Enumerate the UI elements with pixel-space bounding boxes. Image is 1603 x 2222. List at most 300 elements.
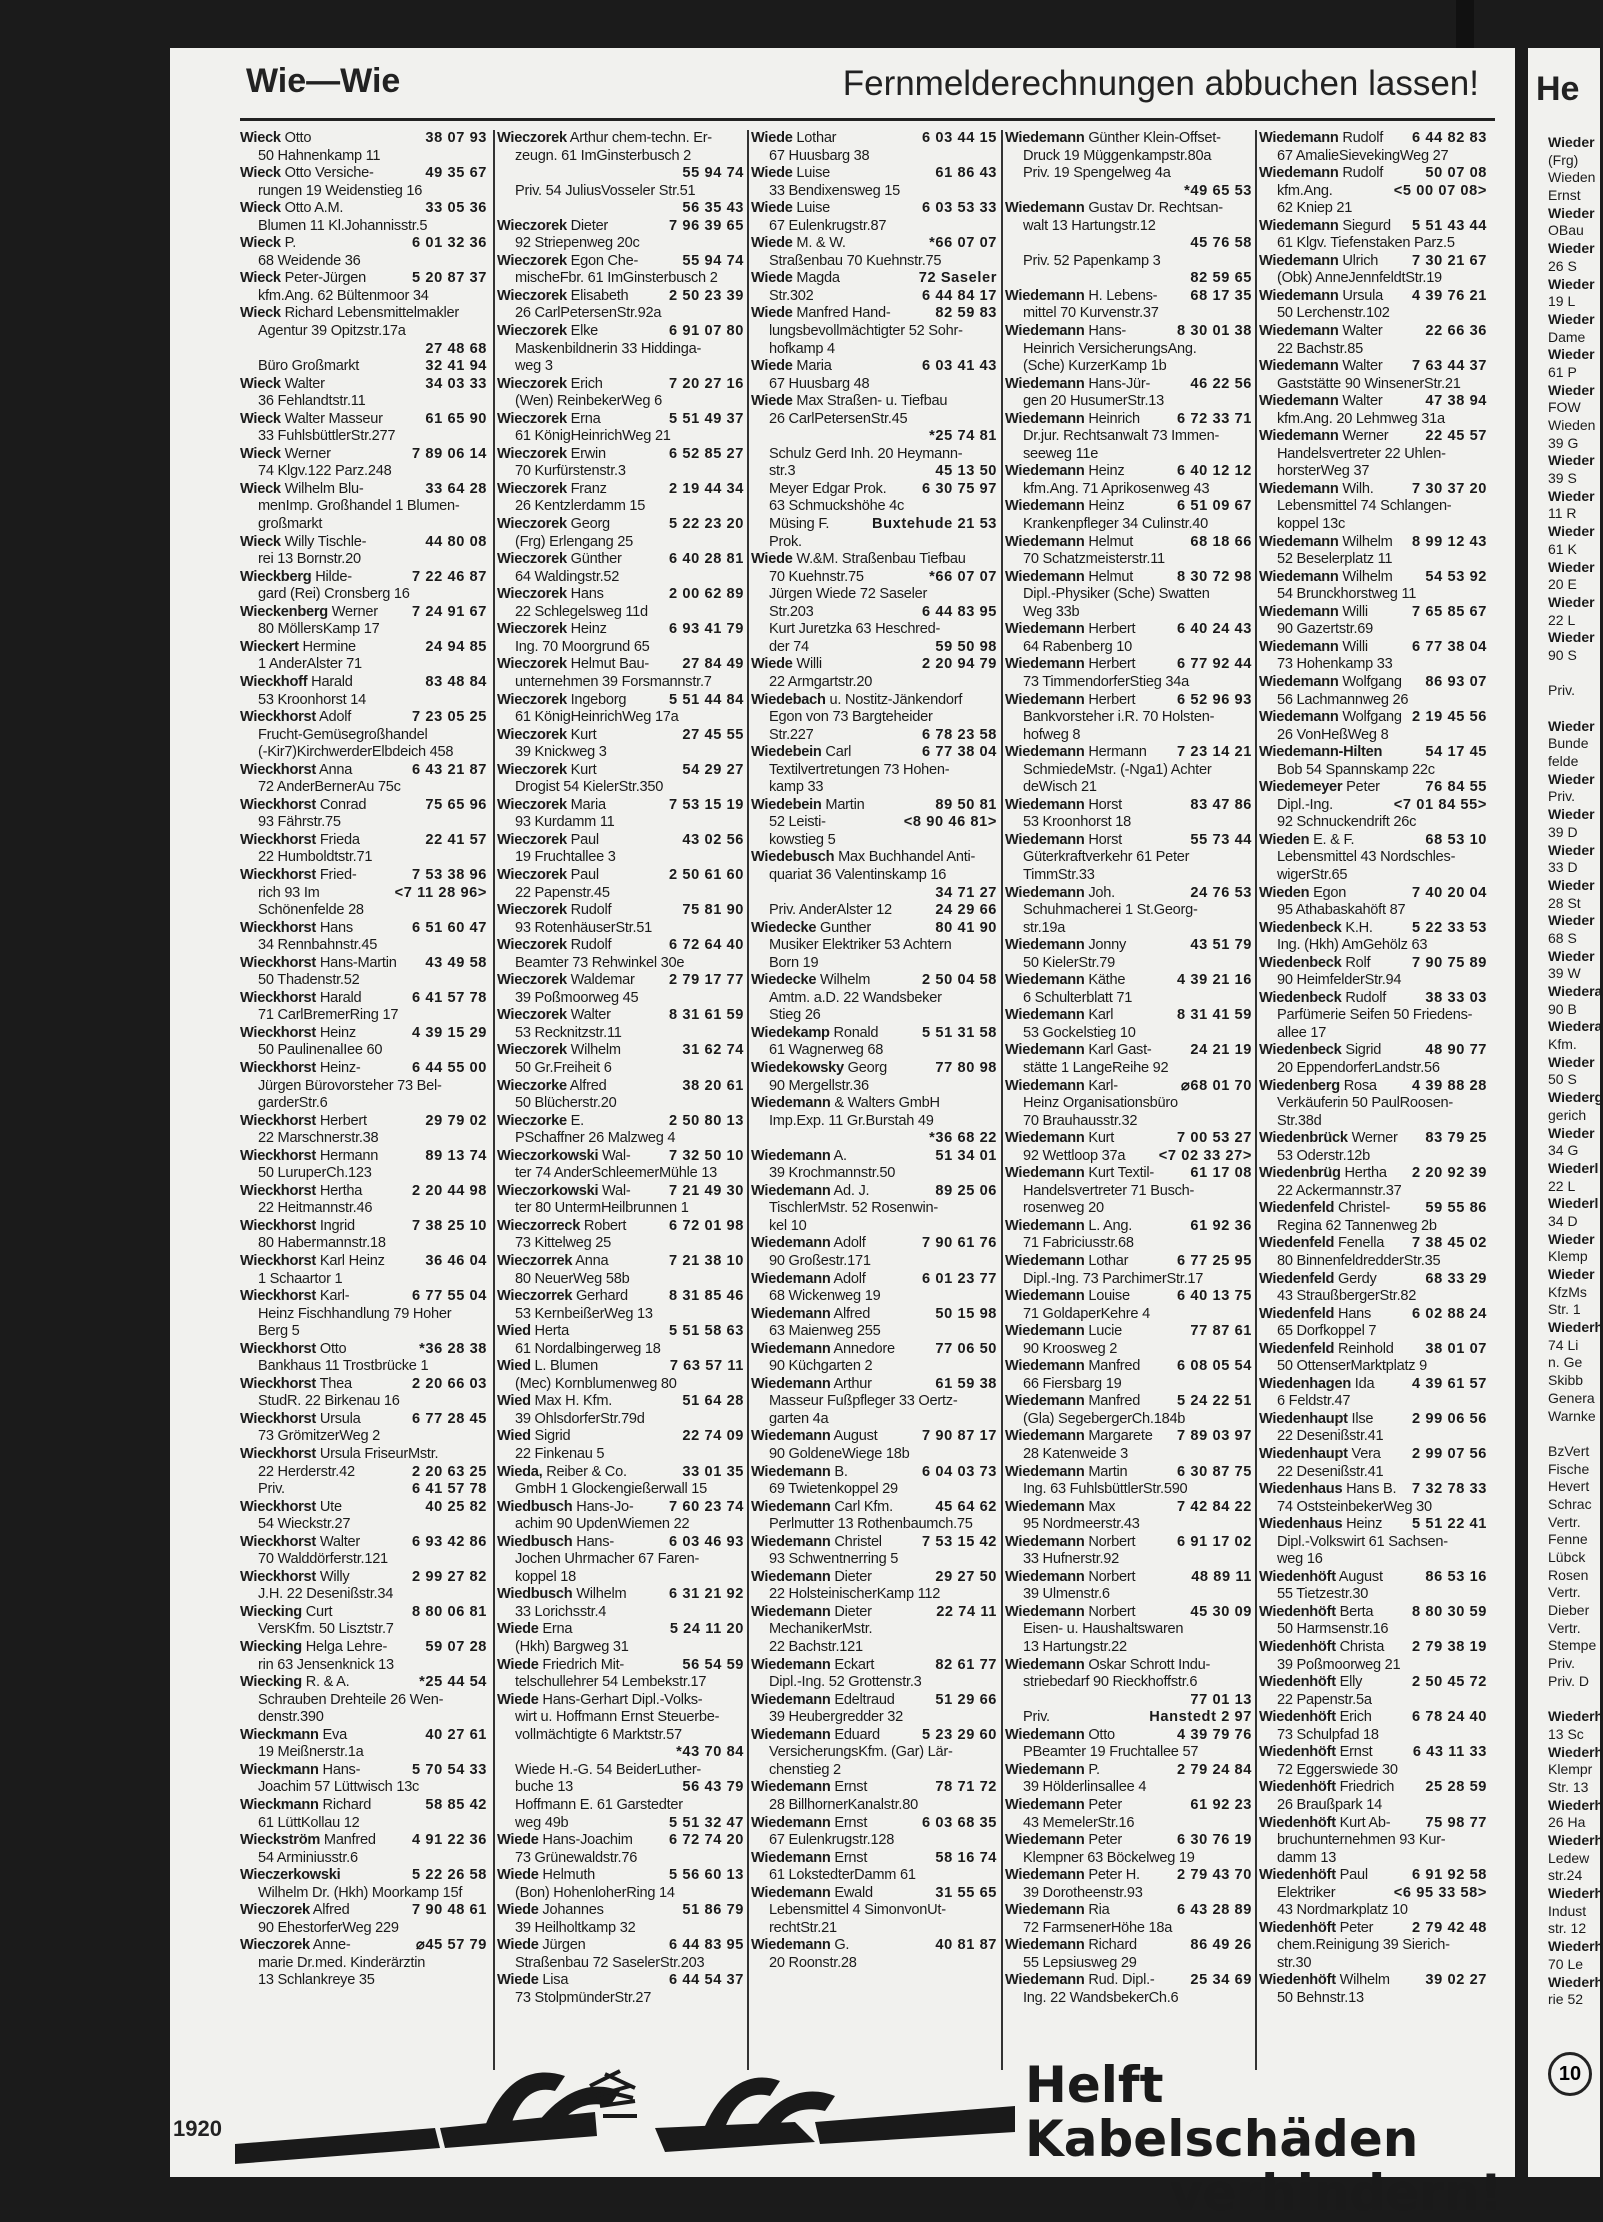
listing-text: hofweg 8 xyxy=(1023,726,1081,743)
listing-continuation xyxy=(1259,1990,1487,2008)
listing-text: Wieczorek Heinz xyxy=(497,621,607,638)
listing-entry xyxy=(240,1183,487,1201)
listing-text: (Sche) KurzerKamp 1b xyxy=(1023,358,1167,375)
phone-number: 50 15 98 xyxy=(935,1305,997,1322)
listing-text: 43 StraußbergerStr.82 xyxy=(1277,1288,1417,1305)
listing-text: Wieczorek Wilhelm xyxy=(497,1042,621,1059)
phone-number: 89 13 74 xyxy=(425,1147,487,1164)
listing-text: 74 OststeinbekerWeg 30 xyxy=(1277,1498,1432,1515)
phone-number: 6 91 07 80 xyxy=(669,323,744,340)
phone-number: 2 79 42 48 xyxy=(1412,1919,1487,1936)
phone-number: 45 64 62 xyxy=(935,1498,997,1515)
listing-continuation xyxy=(497,639,744,657)
adjacent-page-line: Indust xyxy=(1548,1902,1587,1919)
listing-continuation xyxy=(497,1025,744,1043)
listing-text: koppel 18 xyxy=(515,1568,577,1585)
surname: Wiedemann xyxy=(1005,463,1085,480)
phone-number: 6 43 11 33 xyxy=(1412,1744,1487,1761)
surname: Wiedemann xyxy=(1005,533,1085,550)
phone-number: 5 51 44 84 xyxy=(669,691,744,708)
listing-continuation xyxy=(1259,1113,1487,1131)
listing-text: Wiede Manfred Hand- xyxy=(751,305,891,322)
listing-text: MechanikerMstr. xyxy=(769,1621,873,1638)
phone-number: 2 79 24 84 xyxy=(1177,1761,1252,1778)
surname: Wieckhorst xyxy=(240,1024,317,1041)
surname: Wiedenhöft xyxy=(1259,1709,1336,1726)
listing-entry xyxy=(1259,218,1487,236)
listing-continuation xyxy=(497,1709,744,1727)
phone-number: 5 22 23 20 xyxy=(669,516,744,533)
phone-number: 5 56 60 13 xyxy=(669,1867,744,1884)
listing-text: 70 Kuehnstr.75 xyxy=(769,568,864,585)
listing-entry xyxy=(1005,1078,1252,1096)
surname: Wiedemann xyxy=(1005,1656,1085,1673)
listing-text: 72 AnderBernerAu 75c xyxy=(258,779,401,796)
listing-text: Wieczorek Erwin xyxy=(497,445,606,462)
adjacent-page-line: Schrac xyxy=(1548,1495,1592,1512)
phone-number: 6 40 28 81 xyxy=(669,551,744,568)
listing-entry xyxy=(497,323,744,341)
listing-continuation xyxy=(497,990,744,1008)
listing-continuation xyxy=(240,1165,487,1183)
listing-text: 92 Wettloop 37a xyxy=(1023,1147,1126,1164)
phone-number: 61 59 38 xyxy=(935,1375,997,1392)
adjacent-page-line: Wiedera xyxy=(1548,983,1603,999)
listing-entry xyxy=(1005,1393,1252,1411)
listing-continuation xyxy=(751,1165,997,1183)
listing-entry xyxy=(1259,1376,1487,1394)
listing-text: Priv. AnderAlster 12 xyxy=(769,902,892,919)
listing-continuation xyxy=(1259,463,1487,481)
listing-continuation xyxy=(751,1867,997,1885)
listing-entry xyxy=(751,165,997,183)
listing-continuation xyxy=(751,1218,997,1236)
listing-text: Wieckhorst Ursula FriseurMstr. xyxy=(240,1446,439,1463)
listing-text: Wieckhorst Thea xyxy=(240,1375,352,1392)
surname: Wiedenhöft xyxy=(1259,1744,1336,1761)
listing-continuation xyxy=(240,463,487,481)
listing-entry xyxy=(240,1867,487,1885)
listing-entry xyxy=(240,1762,487,1780)
listing-text: 67 AmalieSievekingWeg 27 xyxy=(1277,147,1449,164)
phone-number: 2 50 45 72 xyxy=(1412,1674,1487,1691)
surname: Wiedemann xyxy=(751,1779,831,1796)
phone-number: 6 01 32 36 xyxy=(412,235,487,252)
phone-number: 2 99 07 56 xyxy=(1412,1446,1487,1463)
surname: Wiedemann xyxy=(1005,1217,1085,1234)
listing-entry xyxy=(1005,1165,1252,1183)
surname: Wiedemann xyxy=(1259,323,1339,340)
listing-text: 73 Hohenkamp 33 xyxy=(1277,656,1393,673)
phone-number: 51 64 28 xyxy=(682,1393,744,1410)
listing-continuation xyxy=(1005,1095,1252,1113)
surname: Wieczorek xyxy=(497,726,567,743)
listing-continuation xyxy=(240,849,487,867)
listing-text: 63 Maienweg 255 xyxy=(769,1323,881,1340)
surname: Wiedemann xyxy=(1259,568,1339,585)
listing-continuation xyxy=(240,1428,487,1446)
listing-text: Wiedemann Ewald xyxy=(751,1884,873,1901)
listing-continuation xyxy=(1005,955,1252,973)
listing-continuation xyxy=(751,709,997,727)
listing-continuation xyxy=(1259,727,1487,745)
phone-number: 7 32 50 10 xyxy=(669,1147,744,1164)
listing-entry xyxy=(1005,463,1252,481)
listing-text: stätte 1 LangeReihe 92 xyxy=(1023,1059,1169,1076)
listing-entry xyxy=(497,656,744,674)
listing-text: GmbH 1 Glockengießerwall 15 xyxy=(515,1481,707,1498)
phone-number: 6 77 55 04 xyxy=(412,1288,487,1305)
listing-text: mischeFbr. 61 ImGinsterbusch 2 xyxy=(515,270,718,287)
listing-entry xyxy=(751,1692,997,1710)
listing-continuation xyxy=(240,253,487,271)
listing-text: Dipl.-Ing. xyxy=(1277,796,1333,813)
surname: Wiede xyxy=(751,130,793,146)
listing-continuation xyxy=(1259,270,1487,288)
adjacent-page-line: OBau xyxy=(1548,222,1584,239)
listing-text: Wiedemann Max xyxy=(1005,1498,1116,1515)
listing-continuation xyxy=(751,1078,997,1096)
listing-continuation xyxy=(1259,621,1487,639)
listing-text: Wiedenbeck Rolf xyxy=(1259,954,1371,971)
phone-number: 22 74 09 xyxy=(682,1428,744,1445)
surname: Wiedemann xyxy=(1005,1726,1085,1743)
surname: Wiedenbeck xyxy=(1259,919,1342,936)
surname: Wiedemann xyxy=(1005,1867,1085,1884)
listing-entry xyxy=(1005,1937,1252,1955)
listing-text: 22 Humboldtstr.71 xyxy=(258,849,373,866)
listing-entry xyxy=(240,709,487,727)
listing-text: Wiecking Helga Lehre- xyxy=(240,1639,388,1656)
listing-text: Wiedenhöft Erich xyxy=(1259,1709,1372,1726)
surname: Wiede xyxy=(751,393,793,410)
listing-entry xyxy=(1259,1235,1487,1253)
listing-text: kamp 33 xyxy=(769,779,824,796)
listing-entry xyxy=(497,1393,744,1411)
listing-entry xyxy=(1005,1464,1252,1482)
listing-entry xyxy=(497,1078,744,1096)
listing-continuation xyxy=(497,1639,744,1657)
surname: Wiedemann xyxy=(751,1235,831,1252)
listing-continuation xyxy=(497,1955,744,1973)
surname: Wied xyxy=(497,1428,531,1445)
surname: Wiedemann xyxy=(1005,323,1085,340)
listing-text: Wiedemann Horst xyxy=(1005,796,1122,813)
listing-entry xyxy=(240,1569,487,1587)
listing-text: 64 Waldingstr.52 xyxy=(515,568,620,585)
listing-text: lungsbevollmächtigter 52 Sohr- xyxy=(769,323,963,340)
listing-continuation xyxy=(240,1815,487,1833)
listing-continuation xyxy=(497,569,744,587)
listing-text: TimmStr.33 xyxy=(1023,866,1095,883)
adjacent-page-line: 13 Sc xyxy=(1548,1725,1584,1742)
surname: Wieck xyxy=(240,165,281,182)
listing-text: Wiedenbrüg Hertha xyxy=(1259,1165,1387,1182)
listing-text: Str.302 xyxy=(769,287,814,304)
phone-number: 6 51 60 47 xyxy=(412,919,487,936)
listing-entry xyxy=(751,1727,997,1745)
listing-text: Wiedemann Werner xyxy=(1259,428,1389,445)
listing-continuation xyxy=(751,902,997,920)
listing-text: 39 Poßmoorweg 45 xyxy=(515,989,639,1006)
listing-text: Wieda, Reiber & Co. xyxy=(497,1463,627,1480)
listing-continuation xyxy=(1259,1885,1487,1903)
listing-continuation xyxy=(1259,937,1487,955)
phone-number: 55 94 74 xyxy=(682,252,744,269)
listing-continuation xyxy=(1005,1920,1252,1938)
listing-text: 73 Schulpfad 18 xyxy=(1277,1726,1379,1743)
listing-text: Wieczorkowski Wal- xyxy=(497,1147,631,1164)
listing-text: 70 Kurfürstenstr.3 xyxy=(515,463,626,480)
adjacent-page-line: Wiederl xyxy=(1548,1159,1599,1176)
listing-entry xyxy=(1259,1271,1487,1289)
listing-text: Stieg 26 xyxy=(769,1007,821,1024)
listing-text: Wiedenhöft Elly xyxy=(1259,1674,1363,1691)
surname: Wiedenfeld xyxy=(1259,1235,1335,1252)
listing-text: Wieckhorst Frieda xyxy=(240,831,360,848)
listing-continuation xyxy=(1005,709,1252,727)
listing-continuation xyxy=(1259,341,1487,359)
phone-number: 86 53 16 xyxy=(1425,1568,1487,1585)
listing-text: Wiedemann H. Lebens- xyxy=(1005,287,1158,304)
listing-continuation xyxy=(240,1779,487,1797)
listing-continuation xyxy=(1005,1516,1252,1534)
phone-number: 55 94 74 xyxy=(682,165,744,182)
listing-continuation xyxy=(751,1621,997,1639)
listing-continuation xyxy=(751,604,997,622)
phone-number: 8 30 72 98 xyxy=(1177,568,1252,585)
listing-continuation xyxy=(751,1955,997,1973)
listing-continuation xyxy=(751,639,997,657)
listing-continuation xyxy=(1005,1271,1252,1289)
listing-text: 53 Kroonhorst 18 xyxy=(1023,814,1131,831)
listing-continuation xyxy=(1259,867,1487,885)
adjacent-page-line: 39 G xyxy=(1548,434,1579,451)
listing-text: Wieczorrek Gerhard xyxy=(497,1288,628,1305)
adjacent-page-line: (Frg) xyxy=(1548,151,1579,168)
listing-text: Wiedenhöft Peter xyxy=(1259,1919,1374,1936)
listing-continuation xyxy=(497,849,744,867)
listing-text: garten 4a xyxy=(769,1410,829,1427)
listing-text: Imp.Exp. 11 Gr.Burstah 49 xyxy=(769,1112,934,1129)
listing-text: 80 BinnenfeldredderStr.35 xyxy=(1277,1253,1441,1269)
listing-text: Ing. 63 FuhlsbüttlerStr.590 xyxy=(1023,1481,1188,1498)
listing-entry xyxy=(1259,1867,1487,1885)
listing-continuation xyxy=(240,516,487,534)
listing-text: 39 Dorotheenstr.93 xyxy=(1023,1884,1143,1901)
listing-entry xyxy=(240,797,487,815)
listing-continuation xyxy=(497,1271,744,1289)
adjacent-page-line: Wiederg xyxy=(1548,1089,1603,1106)
surname: Wiede xyxy=(497,1867,539,1884)
listing-continuation xyxy=(751,1639,997,1657)
listing-text: Bob 54 Spannskamp 22c xyxy=(1277,761,1435,778)
surname: Wiedemann xyxy=(1259,480,1339,497)
listing-continuation xyxy=(497,235,744,253)
listing-continuation xyxy=(751,183,997,201)
surname: Wieczorek xyxy=(497,375,567,392)
listing-entry xyxy=(240,1727,487,1745)
listing-entry xyxy=(1005,1569,1252,1587)
listing-text: Wiedemann Heinz xyxy=(1005,463,1125,480)
surname: Wiedenhöft xyxy=(1259,1867,1336,1884)
listing-continuation xyxy=(497,463,744,481)
listing-text: Wieckhorst Hans xyxy=(240,919,353,936)
surname: Wieckhorst xyxy=(240,1533,317,1550)
listing-continuation xyxy=(240,358,487,376)
phone-number: 36 46 04 xyxy=(425,1253,487,1269)
listing-continuation xyxy=(1259,1832,1487,1850)
listing-text: Frucht-Gemüsegroßhandel xyxy=(258,726,428,743)
listing-text: Dr.jur. Rechtsanwalt 73 Immen- xyxy=(1023,428,1220,445)
surname: Wiedenbrüg xyxy=(1259,1165,1341,1182)
surname: Wiedemann xyxy=(751,1568,831,1585)
phone-number: 8 30 01 38 xyxy=(1177,323,1252,340)
listing-text: 1 AnderAlster 71 xyxy=(258,656,362,673)
listing-text: Wieck Peter-Jürgen xyxy=(240,270,366,287)
listing-entry xyxy=(1259,1709,1487,1727)
listing-text: Dipl.-Ing. 73 ParchimerStr.17 xyxy=(1023,1270,1204,1287)
phone-number: 56 43 79 xyxy=(682,1779,744,1796)
adjacent-page-line: str. 12 xyxy=(1548,1920,1587,1937)
phone-number: 54 17 45 xyxy=(1425,744,1487,761)
listing-text: 13 Schlankreye 35 xyxy=(258,1972,375,1989)
listing-continuation xyxy=(240,1130,487,1148)
listing-text: PBeamter 19 Fruchtallee 57 xyxy=(1023,1744,1199,1761)
adjacent-page-line: rie 52 xyxy=(1548,1991,1584,2008)
adjacent-page-line: Hevert xyxy=(1548,1478,1590,1495)
adjacent-page-line: n. Ge xyxy=(1548,1354,1583,1371)
phone-number: 8 31 41 59 xyxy=(1177,1007,1252,1024)
listing-continuation xyxy=(1005,1744,1252,1762)
listing-text: 22 Heitmannstr.46 xyxy=(258,1200,373,1217)
listing-continuation xyxy=(240,1358,487,1376)
listing-entry xyxy=(1005,1358,1252,1376)
surname: Wiede xyxy=(751,165,793,182)
listing-text: wigerStr.65 xyxy=(1277,866,1348,883)
listing-text: Wiedenhaus Hans B. xyxy=(1259,1481,1397,1498)
phone-number: 2 20 44 98 xyxy=(412,1182,487,1199)
listing-entry xyxy=(751,797,997,815)
listing-text: Wiedenhaupt Ilse xyxy=(1259,1410,1374,1427)
adjacent-page-line: str.24 xyxy=(1548,1867,1583,1884)
listing-text: Wiedemann Ursula xyxy=(1259,287,1384,304)
listing-text: großmarkt xyxy=(258,516,323,533)
listing-text: 22 Desenißstr.41 xyxy=(1277,1463,1384,1480)
listing-text: Wieckhorst Ute xyxy=(240,1498,342,1515)
listing-text: kfm.Ang. 71 Aprikosenweg 43 xyxy=(1023,480,1210,497)
listing-text: 73 Grünewaldstr.76 xyxy=(515,1849,638,1866)
phone-number: 5 22 33 53 xyxy=(1412,919,1487,936)
adjacent-page-line: 61 K xyxy=(1548,540,1577,557)
listing-entry xyxy=(751,358,997,376)
adjacent-page-line: Wiederl xyxy=(1548,1195,1599,1212)
listing-continuation xyxy=(240,1078,487,1096)
adjacent-page-line: Wieder xyxy=(1548,240,1595,257)
listing-entry xyxy=(497,1744,744,1762)
listing-continuation xyxy=(751,341,997,359)
listing-entry xyxy=(240,1411,487,1429)
listing-text: (Frg) Erlengang 25 xyxy=(515,533,633,550)
phone-number: 6 43 28 89 xyxy=(1177,1902,1252,1919)
listing-text: 72 FarmsenerHöhe 18a xyxy=(1023,1919,1173,1936)
listing-entry xyxy=(1005,797,1252,815)
listing-text: 68 Wickenweg 19 xyxy=(769,1288,881,1305)
listing-entry xyxy=(1259,990,1487,1008)
listing-text: Wiedemann August xyxy=(751,1428,878,1445)
listing-continuation xyxy=(497,1569,744,1587)
surname: Wiedemann xyxy=(1259,252,1339,269)
surname: Wiedemann xyxy=(1005,568,1085,585)
listing-text: Bankvorsteher i.R. 70 Holsten- xyxy=(1023,709,1215,726)
phone-number: 6 93 41 79 xyxy=(669,621,744,638)
phone-number: 83 79 25 xyxy=(1425,1130,1487,1147)
listing-text: weg 16 xyxy=(1277,1551,1323,1568)
adjacent-page-line: Wieder xyxy=(1548,487,1595,504)
listing-entry xyxy=(1259,253,1487,271)
listing-continuation xyxy=(751,814,997,832)
listing-text: Wiedemann Ernst xyxy=(751,1779,868,1796)
listing-entry xyxy=(1005,1797,1252,1815)
listing-entry xyxy=(497,797,744,815)
surname: Wiede xyxy=(497,1937,539,1954)
listing-continuation xyxy=(751,1709,997,1727)
surname: Wiedbusch xyxy=(497,1586,573,1603)
phone-number: 6 03 68 35 xyxy=(922,1814,997,1831)
surname: Wiedemann xyxy=(1005,1428,1085,1445)
adjacent-page-line: Priv. xyxy=(1548,682,1575,699)
surname: Wieczorek xyxy=(497,516,567,533)
listing-text: Wieczorke Alfred xyxy=(497,1077,607,1094)
listing-text: str.3 xyxy=(769,463,796,480)
listing-text: 93 Kurdamm 11 xyxy=(515,814,615,831)
listing-continuation xyxy=(1005,779,1252,797)
listing-text: 92 Striepenweg 20c xyxy=(515,235,640,252)
listing-continuation xyxy=(1005,481,1252,499)
listing-text: Wieczorek Franz xyxy=(497,480,607,497)
phone-number: 7 65 85 67 xyxy=(1412,603,1487,620)
surname: Wiedenfeld xyxy=(1259,1200,1335,1217)
phone-number: 27 48 68 xyxy=(425,340,487,357)
listing-entry xyxy=(497,1832,744,1850)
listing-text: Wieck Walter Masseur xyxy=(240,410,383,427)
listing-text: Wieczorek Erna xyxy=(497,410,601,427)
listing-entry xyxy=(240,235,487,253)
phone-number: 59 50 98 xyxy=(935,638,997,655)
listing-entry xyxy=(1005,270,1252,288)
listing-entry xyxy=(1005,1727,1252,1745)
phone-number: 6 31 21 92 xyxy=(669,1586,744,1603)
listing-text: rosenweg 20 xyxy=(1023,1200,1104,1217)
phone-number: 45 13 50 xyxy=(935,463,997,480)
phone-number: <7 11 28 96> xyxy=(394,884,487,901)
listing-continuation xyxy=(1259,1727,1487,1745)
phone-number: 31 62 74 xyxy=(682,1042,744,1059)
phone-number: 6 41 57 78 xyxy=(412,989,487,1006)
phone-number: 33 05 36 xyxy=(425,200,487,217)
phone-number: 7 30 37 20 xyxy=(1412,480,1487,497)
surname: Wiedecke xyxy=(751,972,817,989)
adjacent-page-line: KfzMs xyxy=(1548,1283,1587,1300)
listing-text: Meyer Edgar Prok. xyxy=(769,480,887,497)
listing-entry xyxy=(497,1183,744,1201)
surname: Wiedemeyer xyxy=(1259,779,1343,796)
phone-number: 6 91 17 02 xyxy=(1177,1533,1252,1550)
listing-entry xyxy=(1259,1306,1487,1324)
adjacent-page-line: Wiederh xyxy=(1548,1832,1603,1848)
listing-text: Wieckhorst Hertha xyxy=(240,1182,363,1199)
listing-continuation xyxy=(1259,1095,1487,1113)
